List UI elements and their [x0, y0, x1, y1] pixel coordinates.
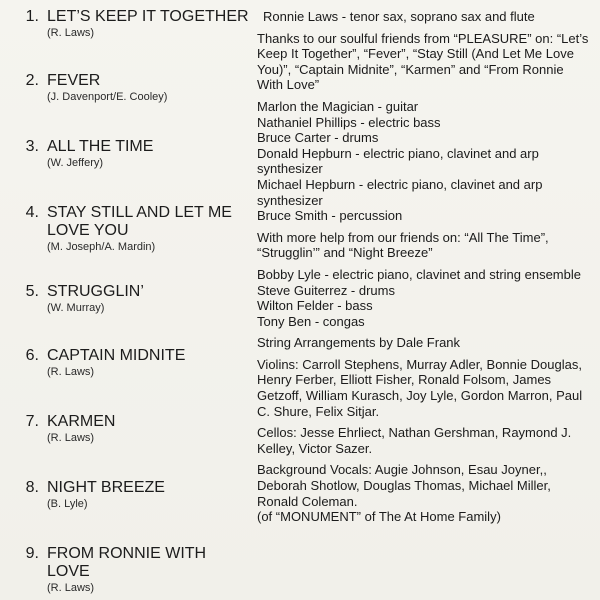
credit-musician: Bobby Lyle - electric piano, clavinet and string ensemble — [257, 266, 581, 282]
track-number: 7. — [25, 413, 39, 430]
track-item-5 — [18, 283, 250, 315]
credit-strings: String Arrangements by Dale Frank — [257, 335, 461, 351]
track-number: 6. — [25, 347, 39, 364]
credit-musician: Michael Hepburn - electric piano, clavinet and arp synthesizer — [257, 176, 543, 208]
track-item-3 — [18, 138, 250, 170]
track-title: STAY STILL AND LET ME LOVE YOU — [47, 204, 232, 239]
credit-musician: Tony Ben - congas — [257, 313, 365, 329]
track-title: ALL THE TIME — [47, 138, 154, 155]
credit-vocals: Background Vocals: Augie Johnson, Esau Joyner,, Deborah Shotlow, Douglas Thomas, Michael Miller, Ronald Coleman. — [257, 462, 551, 509]
track-number: 5. — [25, 283, 39, 300]
credit-cellos: Cellos: Jesse Ehrliect, Nathan Gershman, Raymond J. Kelley, Victor Sazer. — [257, 425, 572, 456]
track-writer: (W. Jeffery) — [47, 157, 104, 169]
credit-musician: Steve Guiterrez - drums — [257, 282, 395, 298]
track-number: 1. — [25, 8, 39, 25]
track-writer: (R. Laws) — [47, 432, 95, 444]
track-title: FEVER — [47, 72, 101, 89]
track-title: FROM RONNIE WITH LOVE — [47, 545, 207, 580]
credit-pleasure-thanks: Thanks to our soulful friends from “PLEASURE” on: “Let’s Keep It Together”, “Fever”, “Stay Still (And Let Me Love You)”, “Captain Midnite”, “Karmen” and “From Ronnie With Love” — [257, 30, 589, 93]
track-item-2 — [18, 72, 250, 104]
track-writer: (W. Murray) — [47, 302, 105, 314]
track-item-7 — [18, 413, 250, 445]
track-item-8 — [18, 479, 250, 511]
track-number: 2. — [25, 72, 39, 89]
track-title: CAPTAIN MIDNITE — [47, 347, 186, 364]
credit-more-help: With more help from our friends on: “All The Time”, “Strugglin’” and “Night Breeze” — [257, 229, 549, 261]
credit-musicians-group-1 — [257, 99, 592, 224]
credit-musician: Donald Hepburn - electric piano, clavinet and arp synthesizer — [257, 145, 539, 177]
credit-musician: Marlon the Magician - guitar — [257, 98, 419, 114]
credit-vocals-note: (of “MONUMENT” of The At Home Family) — [257, 509, 501, 525]
track-writer: (R. Laws) — [47, 366, 95, 378]
credit-musicians-group-2 — [257, 267, 592, 329]
track-writer: (R. Laws) — [47, 582, 95, 594]
track-writer: (J. Davenport/E. Cooley) — [47, 91, 168, 103]
track-writer: (R. Laws) — [47, 27, 95, 39]
track-title: LET’S KEEP IT TOGETHER — [47, 8, 249, 25]
track-item-6 — [18, 347, 250, 379]
credit-musician: Bruce Carter - drums — [257, 130, 379, 146]
credit-musician: Nathaniel Phillips - electric bass — [257, 114, 441, 130]
track-number: 3. — [25, 138, 39, 155]
track-title: STRUGGLIN’ — [47, 283, 144, 300]
track-writer: (B. Lyle) — [47, 498, 88, 510]
track-number: 9. — [25, 545, 39, 562]
credit-lead: Ronnie Laws - tenor sax, soprano sax and flute — [263, 9, 535, 24]
track-writer: (M. Joseph/A. Mardin) — [47, 241, 156, 253]
track-number: 8. — [25, 479, 39, 496]
credit-violins: Violins: Carroll Stephens, Murray Adler, Bonnie Douglas, Henry Ferber, Elliott Fisher, Ronald Folsom, James Getzoff, William Kurasch, Joy Lyle, Gordon Marron, Paul C. Shure, Felix Sitjar. — [257, 356, 583, 419]
track-number: 4. — [25, 204, 39, 221]
track-title: KARMEN — [47, 413, 116, 430]
track-item-4 — [18, 204, 250, 254]
credit-musician: Bruce Smith - percussion — [257, 208, 403, 224]
track-title: NIGHT BREEZE — [47, 479, 165, 496]
track-item-9 — [18, 545, 250, 595]
credit-musician: Wilton Felder - bass — [257, 298, 373, 314]
track-item-1 — [18, 8, 250, 40]
credits-column — [257, 9, 592, 525]
